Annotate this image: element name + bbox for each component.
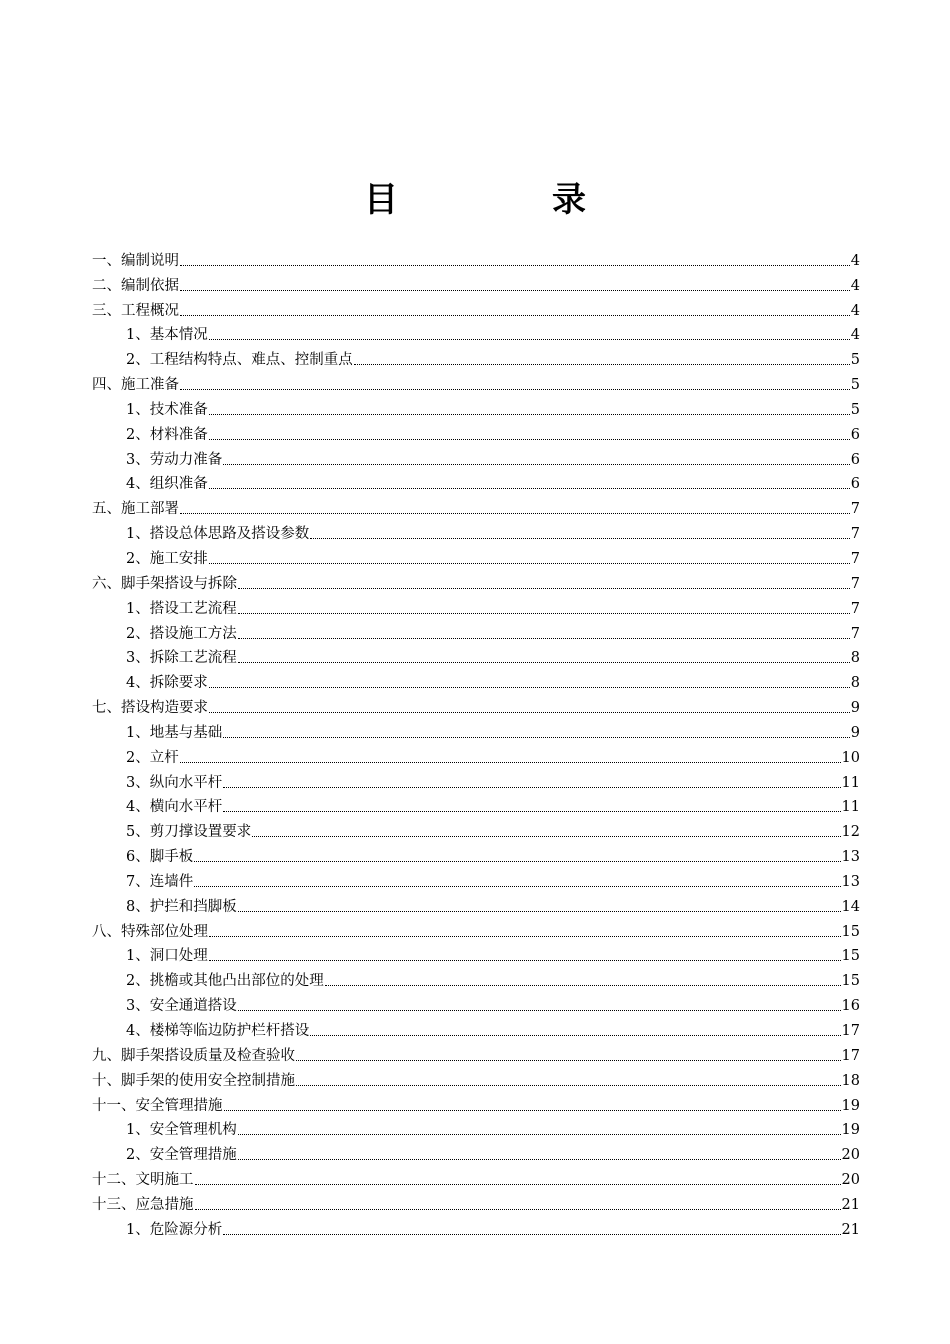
toc-entry-label: 五、施工部署 (92, 501, 179, 518)
toc-dot-leader (252, 836, 840, 837)
toc-entry[interactable] (92, 344, 860, 369)
toc-entry-label: 3、劳动力准备 (126, 451, 223, 468)
toc-entry-label: 1、洞口处理 (126, 948, 208, 965)
toc-page-number: 13 (841, 849, 860, 866)
toc-page-number: 5 (850, 401, 860, 418)
toc-dot-leader (209, 936, 841, 937)
toc-page-number: 4 (850, 327, 860, 344)
toc-entry-label: 4、组织准备 (126, 476, 208, 493)
toc-page-number: 21 (841, 1196, 860, 1213)
toc-entry-label: 3、拆除工艺流程 (126, 650, 237, 667)
toc-dot-leader (209, 488, 850, 489)
toc-page-number: 8 (850, 675, 860, 692)
toc-page-number: 7 (850, 501, 860, 518)
toc-page-number: 19 (841, 1122, 860, 1139)
toc-page-number: 20 (841, 1172, 860, 1189)
toc-dot-leader (209, 960, 841, 961)
toc-entry-label: 十一、安全管理措施 (92, 1097, 223, 1114)
toc-page-number: 15 (841, 948, 860, 965)
toc-dot-leader (209, 712, 850, 713)
toc-page-number: 17 (841, 1047, 860, 1064)
toc-dot-leader (354, 364, 850, 365)
toc-entry[interactable] (92, 593, 860, 618)
toc-page-number: 21 (841, 1221, 860, 1238)
toc-entry-label: 九、脚手架搭设质量及检查验收 (92, 1047, 295, 1064)
toc-entry[interactable] (92, 444, 860, 469)
toc-entry[interactable] (92, 568, 860, 593)
toc-dot-leader (238, 1010, 841, 1011)
toc-dot-leader (238, 613, 850, 614)
toc-dot-leader (180, 762, 841, 763)
toc-page-number: 15 (841, 923, 860, 940)
toc-dot-leader (223, 1234, 840, 1235)
toc-dot-leader (180, 315, 850, 316)
toc-entry[interactable] (92, 369, 860, 394)
toc-entry[interactable] (92, 1040, 860, 1065)
toc-page-number: 16 (841, 998, 860, 1015)
toc-entry[interactable] (92, 394, 860, 419)
toc-entry[interactable] (92, 866, 860, 891)
toc-entry-label: 七、搭设构造要求 (92, 700, 208, 717)
toc-dot-leader (223, 464, 850, 465)
toc-dot-leader (180, 290, 850, 291)
toc-entry[interactable] (92, 742, 860, 767)
toc-entry[interactable] (92, 990, 860, 1015)
toc-entry-label: 十二、文明施工 (92, 1172, 194, 1189)
toc-entry-label: 7、连墙件 (126, 873, 194, 890)
toc-entry[interactable] (92, 667, 860, 692)
toc-dot-leader (224, 1110, 841, 1111)
toc-dot-leader (223, 787, 840, 788)
toc-entry-label: 1、搭设总体思路及搭设参数 (126, 526, 310, 543)
toc-entry-label: 二、编制依据 (92, 277, 179, 294)
toc-page-number: 11 (841, 774, 860, 791)
toc-entry[interactable] (92, 320, 860, 345)
toc-entry[interactable] (92, 295, 860, 320)
toc-dot-leader (195, 1184, 841, 1185)
toc-entry-label: 2、挑檐或其他凸出部位的处理 (126, 973, 324, 990)
toc-entry[interactable] (92, 965, 860, 990)
toc-entry-label: 三、工程概况 (92, 302, 179, 319)
toc-page-number: 4 (850, 277, 860, 294)
toc-dot-leader (194, 861, 840, 862)
toc-page-number: 12 (841, 824, 860, 841)
toc-entry-label: 1、地基与基础 (126, 724, 223, 741)
toc-entry-label: 4、拆除要求 (126, 675, 208, 692)
toc-page-number: 9 (850, 700, 860, 717)
toc-entry[interactable] (92, 816, 860, 841)
toc-entry-label: 2、材料准备 (126, 426, 208, 443)
toc-dot-leader (209, 414, 850, 415)
toc-dot-leader (223, 811, 840, 812)
toc-entry[interactable] (92, 792, 860, 817)
toc-entry-label: 1、基本情况 (126, 327, 208, 344)
toc-entry[interactable] (92, 1189, 860, 1214)
toc-page-number: 6 (850, 426, 860, 443)
toc-entry-label: 六、脚手架搭设与拆除 (92, 575, 237, 592)
toc-entry[interactable] (92, 941, 860, 966)
toc-entry[interactable] (92, 245, 860, 270)
toc-page-number: 14 (841, 898, 860, 915)
toc-page-number: 7 (850, 625, 860, 642)
toc-page-number: 15 (841, 973, 860, 990)
toc-page-number: 7 (850, 575, 860, 592)
toc-entry-label: 1、搭设工艺流程 (126, 600, 237, 617)
toc-page-number: 7 (850, 550, 860, 567)
toc-dot-leader (209, 439, 850, 440)
toc-page-number: 13 (841, 873, 860, 890)
toc-entry[interactable] (92, 469, 860, 494)
toc-entry[interactable] (92, 1139, 860, 1164)
toc-entry[interactable] (92, 692, 860, 717)
toc-entry[interactable] (92, 618, 860, 643)
toc-dot-leader (310, 1035, 840, 1036)
toc-entry-label: 1、技术准备 (126, 401, 208, 418)
toc-entry-label: 十、脚手架的使用安全控制措施 (92, 1072, 295, 1089)
toc-page-number: 4 (850, 252, 860, 269)
toc-dot-leader (296, 1085, 841, 1086)
toc-page-number: 5 (850, 377, 860, 394)
toc-entry[interactable] (92, 419, 860, 444)
toc-entry[interactable] (92, 493, 860, 518)
toc-page-number: 19 (841, 1097, 860, 1114)
toc-entry-label: 八、特殊部位处理 (92, 923, 208, 940)
toc-entry[interactable] (92, 543, 860, 568)
toc-entry-label: 2、施工安排 (126, 550, 208, 567)
toc-entry[interactable] (92, 1065, 860, 1090)
toc-entry-label: 3、安全通道搭设 (126, 998, 237, 1015)
toc-entry-label: 6、脚手板 (126, 849, 194, 866)
toc-entry-label: 四、施工准备 (92, 377, 179, 394)
toc-page-number: 9 (850, 724, 860, 741)
toc-entry-label: 4、横向水平杆 (126, 799, 223, 816)
toc-page-number: 8 (850, 650, 860, 667)
toc-entry-label: 2、工程结构特点、难点、控制重点 (126, 352, 353, 369)
toc-entry-label: 1、危险源分析 (126, 1221, 223, 1238)
toc-dot-leader (195, 1209, 841, 1210)
toc-page-number: 7 (850, 526, 860, 543)
toc-entry[interactable] (92, 518, 860, 543)
toc-dot-leader (180, 265, 850, 266)
toc-dot-leader (325, 985, 841, 986)
toc-page-number: 6 (850, 451, 860, 468)
toc-page-number: 4 (850, 302, 860, 319)
toc-entry[interactable] (92, 1015, 860, 1040)
toc-entry[interactable] (92, 1164, 860, 1189)
toc-dot-leader (310, 538, 850, 539)
toc-dot-leader (180, 389, 850, 390)
toc-entry-label: 一、编制说明 (92, 252, 179, 269)
toc-entry[interactable] (92, 1090, 860, 1115)
toc-dot-leader (238, 588, 850, 589)
toc-dot-leader (209, 687, 850, 688)
toc-entry-label: 2、搭设施工方法 (126, 625, 237, 642)
toc-entry-label: 5、剪刀撑设置要求 (126, 824, 252, 841)
toc-dot-leader (296, 1060, 841, 1061)
toc-dot-leader (238, 911, 841, 912)
toc-entry-label: 3、纵向水平杆 (126, 774, 223, 791)
toc-dot-leader (238, 1159, 841, 1160)
toc-entry[interactable] (92, 643, 860, 668)
toc-entry[interactable] (92, 270, 860, 295)
toc-entry[interactable] (92, 767, 860, 792)
toc-page-number: 17 (841, 1023, 860, 1039)
toc-entry-label: 4、楼梯等临边防护栏杆搭设 (126, 1023, 310, 1039)
toc-entry[interactable] (92, 717, 860, 742)
toc-dot-leader (238, 638, 850, 639)
toc-page-number: 5 (850, 352, 860, 369)
toc-page-number: 11 (841, 799, 860, 816)
toc-entry-label: 十三、应急措施 (92, 1196, 194, 1213)
toc-page-number: 6 (850, 476, 860, 493)
toc-dot-leader (180, 513, 850, 514)
table-of-contents (92, 245, 860, 1239)
toc-dot-leader (238, 1134, 841, 1135)
toc-entry-label: 8、护拦和挡脚板 (126, 898, 237, 915)
toc-entry-label: 2、安全管理措施 (126, 1147, 237, 1164)
toc-entry[interactable] (92, 841, 860, 866)
toc-entry-label: 2、立杆 (126, 749, 179, 766)
toc-page-number: 10 (841, 749, 860, 766)
toc-dot-leader (209, 339, 850, 340)
page-title: 目 录 (364, 180, 646, 220)
toc-entry[interactable] (92, 916, 860, 941)
toc-entry[interactable] (92, 1214, 860, 1239)
toc-entry-label: 1、安全管理机构 (126, 1122, 237, 1139)
toc-page-number: 7 (850, 600, 860, 617)
toc-page-number: 18 (841, 1072, 860, 1089)
toc-dot-leader (223, 737, 850, 738)
toc-entry[interactable] (92, 891, 860, 916)
toc-dot-leader (194, 886, 840, 887)
toc-page-number: 20 (841, 1147, 860, 1164)
toc-dot-leader (209, 563, 850, 564)
toc-dot-leader (238, 662, 850, 663)
toc-entry[interactable] (92, 1115, 860, 1140)
